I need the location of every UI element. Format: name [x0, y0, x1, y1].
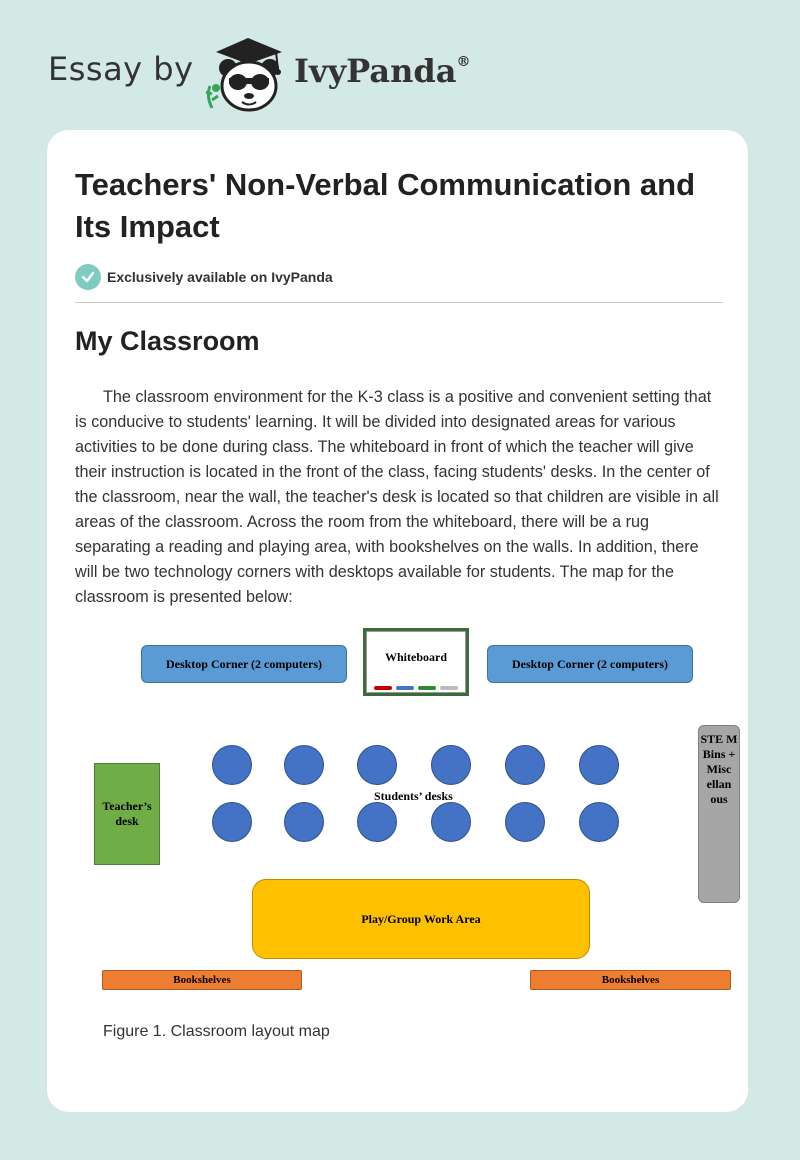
play-group-area: Play/Group Work Area — [252, 879, 590, 959]
student-desk — [284, 802, 324, 842]
student-desk — [357, 745, 397, 785]
page-title: Teachers' Non-Verbal Communication and Its Impact — [75, 167, 696, 244]
divider — [75, 302, 723, 303]
student-desk — [505, 745, 545, 785]
figure-caption: Figure 1. Classroom layout map — [103, 1023, 330, 1040]
student-desk — [579, 745, 619, 785]
students-desks-label: Students’ desks — [374, 789, 453, 803]
check-icon — [75, 264, 101, 290]
registered-mark: ® — [456, 54, 471, 70]
student-desk — [284, 745, 324, 785]
bookshelves-right: Bookshelves — [530, 970, 731, 990]
stem-bins: STE M Bins + Misc ellan ous — [698, 725, 740, 903]
panda-logo-icon — [202, 34, 294, 114]
blue-marker-icon — [396, 686, 414, 690]
exclusive-badge — [75, 264, 333, 290]
whiteboard-label: Whiteboard — [384, 649, 447, 664]
article-card — [47, 130, 748, 1112]
brand-header — [48, 34, 508, 114]
green-marker-icon — [418, 686, 436, 690]
body-paragraph: The classroom environment for the K-3 class is a positive and convenient setting that is conducive to students' learning. It will be divided into designated areas for various activities to be done during class. The whiteboard in front of which the teacher will give their instruction is located in the front of the class, facing students' desks. In the center of the classroom, near the wall, the teacher's desk is located so that children are visible in all areas of the classroom. Across the room from the whiteboard, there will be a rug separating a reading and playing area, with bookshelves on the walls. In addition, there will be two technology corners with desktops available for students. The map for the classroom is presented below: — [75, 388, 719, 606]
student-desk — [212, 745, 252, 785]
section-heading: My Classroom — [75, 326, 260, 356]
teacher-desk: Teacher’s desk — [94, 763, 160, 865]
brand-name — [294, 52, 470, 90]
student-desk — [505, 802, 545, 842]
red-marker-icon — [374, 686, 392, 690]
student-desk — [431, 802, 471, 842]
whiteboard — [363, 628, 469, 696]
student-desk — [579, 802, 619, 842]
classroom-map — [87, 625, 743, 1005]
desktop-corner-right: Desktop Corner (2 computers) — [487, 645, 693, 683]
student-desk — [212, 802, 252, 842]
bookshelves-left: Bookshelves — [102, 970, 302, 990]
student-desk — [431, 745, 471, 785]
desktop-corner-left: Desktop Corner (2 computers) — [141, 645, 347, 683]
brand-name-text: IvyPanda — [294, 52, 457, 90]
exclusive-label: Exclusively available on IvyPanda — [107, 269, 333, 285]
brand-prefix: Essay by — [48, 50, 194, 88]
gray-marker-icon — [440, 686, 458, 690]
student-desk — [357, 802, 397, 842]
